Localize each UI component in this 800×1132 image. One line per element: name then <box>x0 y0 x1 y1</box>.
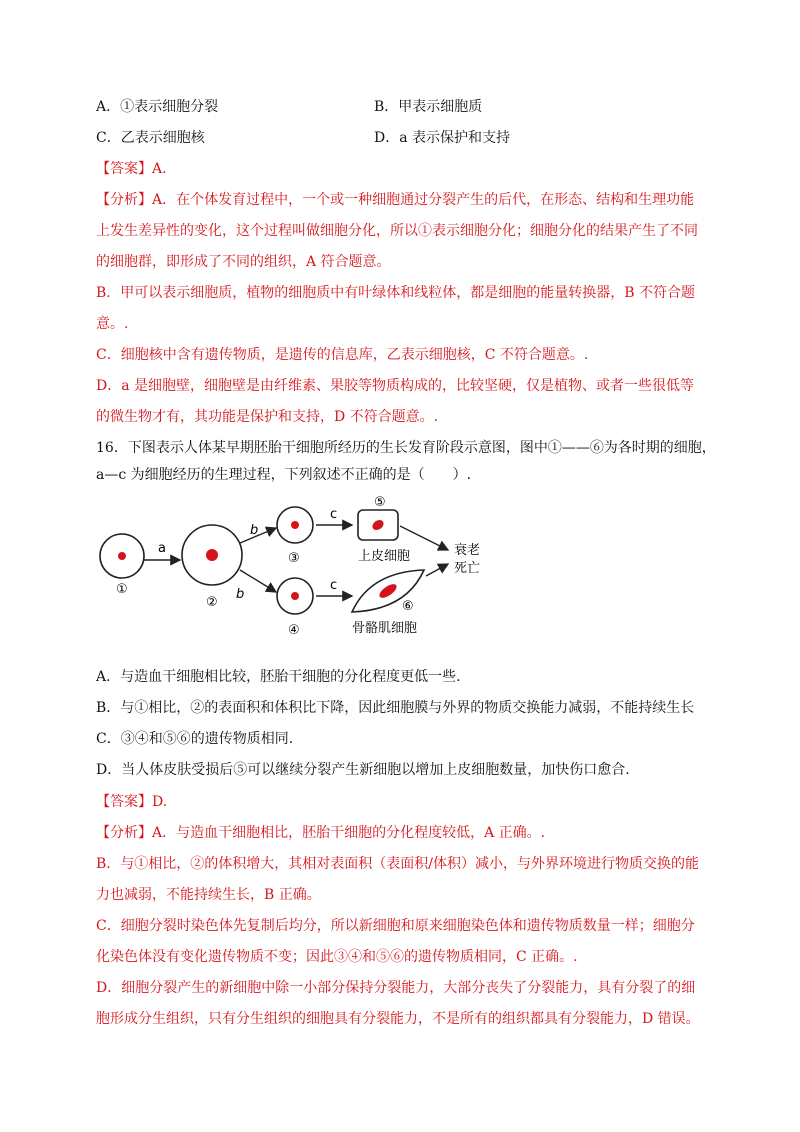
analysis-prev-line-1: 上发生差异性的变化，这个过程叫做细胞分化，所以①表示细胞分化；细胞分化的结果产生了不同 <box>96 223 698 239</box>
label-death: 死亡 <box>454 561 481 576</box>
option-b-q16: B．与①相比，②的表面积和体积比下降，因此细胞膜与外界的物质交换能力减弱，不能持续生长 <box>96 700 695 716</box>
label-aging: 衰老 <box>454 543 481 558</box>
cell-development-diagram <box>90 490 510 640</box>
option-c-q16: C．③④和⑤⑥的遗传物质相同. <box>96 731 294 747</box>
label-cell-6: ⑥ <box>402 599 414 614</box>
label-process-b-up: b <box>250 523 259 538</box>
analysis-q16-line-6: 胞形成分生组织，只有分生组织的细胞具有分裂能力，不是所有的组织都具有分裂能力，D 错误。 <box>96 1011 700 1027</box>
analysis-prev-line-7: 的微生物才有，其功能是保护和支持，D 不符合题意。. <box>96 409 439 425</box>
question-16-stem-line-1: a—c 为细胞经历的生理过程，下列叙述不正确的是（ ）. <box>96 467 472 483</box>
analysis-prev-line-5: C．细胞核中含有遗传物质，是遗传的信息库，乙表示细胞核，C 不符合题意。. <box>96 347 589 363</box>
option-a-prev: A．①表示细胞分裂 <box>96 99 219 115</box>
analysis-q16-line-4: 化染色体没有变化遗传物质不变；因此③④和⑤⑥的遗传物质相同，C 正确。. <box>96 949 578 965</box>
cell-1 <box>100 534 144 578</box>
label-cell-5: ⑤ <box>374 495 386 510</box>
label-process-c-up: c <box>330 507 338 522</box>
analysis-q16-line-3: C．细胞分裂时染色体先复制后均分，所以新细胞和原来细胞染色体和遗传物质数量一样；细胞分 <box>96 918 695 934</box>
question-16-stem-line-0: 16．下图表示人体某早期胚胎干细胞所经历的生长发育阶段示意图，图中①——⑥为各时期的细胞， <box>96 440 716 456</box>
cell-2 <box>182 525 242 585</box>
option-b-prev: B．甲表示细胞质 <box>374 99 483 115</box>
analysis-q16-line-5: D．细胞分裂产生的新细胞中除一小部分保持分裂能力，大部分丧失了分裂能力，具有分裂了的细 <box>96 980 696 996</box>
answer-value: D. <box>152 794 168 810</box>
label-process-a: a <box>158 541 166 556</box>
cell-4 <box>277 578 313 614</box>
analysis-prev-line-3: B．甲可以表示细胞质，植物的细胞质中有叶绿体和线粒体，都是细胞的能量转换器，B 不符合题 <box>96 285 696 301</box>
analysis-tag: 【分析】 <box>96 192 152 208</box>
analysis-prev-line-0 <box>96 189 694 211</box>
analysis-tag: 【分析】 <box>96 825 152 841</box>
analysis-text: A．与造血干细胞相比，胚胎干细胞的分化程度较低，A 正确。. <box>152 825 546 841</box>
label-process-c-down: c <box>330 578 338 593</box>
option-d-prev: D．a 表示保护和支持 <box>374 130 511 146</box>
option-d-q16: D．当人体皮肤受损后⑤可以继续分裂产生新细胞以增加上皮细胞数量，加快伤口愈合. <box>96 762 630 778</box>
analysis-prev-line-2: 的细胞群，即形成了不同的组织，A 符合题意。 <box>96 254 391 270</box>
label-process-b-down: b <box>236 587 245 602</box>
label-cell-4: ④ <box>288 623 300 638</box>
label-skeletal-muscle-cell: 骨骼肌细胞 <box>352 621 418 636</box>
answer-tag: 【答案】 <box>96 161 152 177</box>
label-epithelial-cell: 上皮细胞 <box>358 549 411 564</box>
label-cell-1: ① <box>116 582 128 597</box>
analysis-q16-line-2: 力也减弱，不能持续生长，B 正确。 <box>96 887 321 903</box>
answer-tag: 【答案】 <box>96 794 152 810</box>
answer-value: A. <box>152 161 167 177</box>
analysis-text: A．在个体发育过程中，一个或一种细胞通过分裂产生的后代，在形态、结构和生理功能 <box>152 192 695 208</box>
cell-3 <box>277 507 313 543</box>
label-cell-2: ② <box>206 595 218 610</box>
cell-5-epithelial <box>358 510 398 540</box>
option-c-prev: C．乙表示细胞核 <box>96 130 205 146</box>
analysis-prev-line-6: D．a 是细胞壁，细胞壁是由纤维素、果胶等物质构成的，比较坚硬，仅是植物、或者一些很低等 <box>96 378 695 394</box>
option-a-q16: A．与造血干细胞相比较，胚胎干细胞的分化程度更低一些. <box>96 669 461 685</box>
label-cell-3: ③ <box>288 551 300 566</box>
analysis-prev-line-4: 意。. <box>96 316 129 332</box>
analysis-q16-line-0 <box>96 822 545 844</box>
answer-prev <box>96 158 167 180</box>
analysis-q16-line-1: B．与①相比，②的体积增大，其相对表面积（表面积/体积）减小，与外界环境进行物质交换的能 <box>96 856 700 872</box>
answer-q16 <box>96 791 167 813</box>
